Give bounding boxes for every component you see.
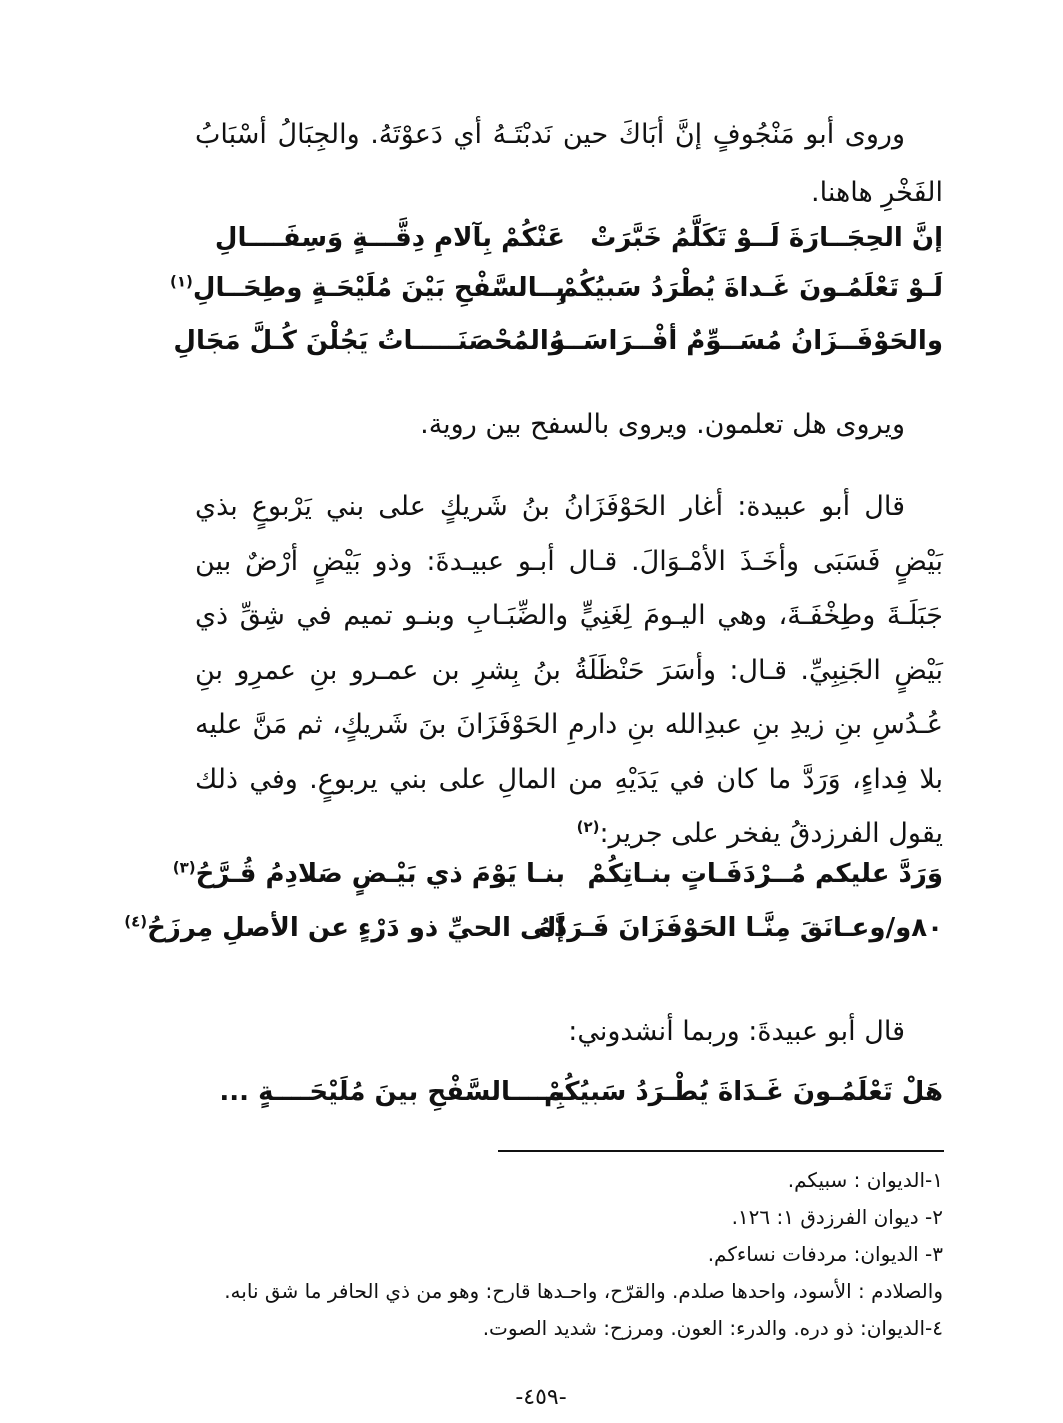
footnote-ref: (٣) [172, 858, 196, 877]
poem-verse-1 [195, 216, 943, 260]
paragraph-variant [195, 405, 943, 445]
footnote-3-gloss: والصلادم : الأسود، واحدها صلدم. والقرّح، واحـدها قارح: وهو من ذي الحافر ما شق نابه. [224, 1279, 943, 1303]
paragraph-intro [195, 106, 943, 222]
poem-verse-6 [195, 1070, 943, 1114]
verse-first-hemistich: لَـوْ تَعْلَمُـونَ غَـداةَ يُطْرَدُ سَبيُكُمْ [559, 273, 943, 303]
poem-verse-2 [170, 266, 943, 310]
verse-second-hemistich [172, 852, 565, 896]
verse-second-text: بِــالسَّفْحِ بَيْنَ مُلَيْحَـةٍ وطِحَــالِ [192, 273, 565, 303]
verse-first-hemistich: وَرَدَّ عليكم مُــرْدَفَـاتٍ بنـاتِكُمْ [587, 859, 943, 889]
paragraph-narrative [195, 480, 943, 862]
footnote-ref: (١) [170, 272, 193, 291]
verse-first-hemistich: ٨٠و/وعـانَقَ مِنَّـا الحَوْفَزَانَ فَـرَدَّهُ [538, 913, 943, 943]
poem-verse-3 [173, 319, 943, 363]
footnote-4: ٤-الديوان: ذو دره. والدرء: العون. ومرزح: شديد الصوت. [482, 1316, 943, 1340]
paragraph-variant-text: ويروى هل تعلمون. ويروى بالسفح بين روية. [420, 409, 905, 440]
poem-verse-4 [172, 852, 943, 896]
paragraph-intro-text: وروى أبو مَنْجُوفٍ إنَّ أبَاكَ حين نَدبْتَـهُ أي دَعوْتَهُ. والجِبَالُ أسْبَابُ الفَخْرِ هاهنا. [195, 119, 943, 208]
verse-first-hemistich: والحَوْفَــزَانُ مُسَــوِّمٌ أفْــرَاسَــهُ [549, 326, 943, 356]
verse-second-hemistich: بِـــــالسَّفْحِ بينَ مُلَيْحَــــةٍ ... [219, 1077, 565, 1107]
footnote-ref: (٢) [576, 818, 600, 836]
verse-first-hemistich: هَلْ تَعْلَمُـونَ غَـدَاةَ يُطْـرَدُ سَبيُكُمْ [543, 1077, 943, 1107]
verse-first-hemistich: إنَّ الحِجَــارَةَ لَــوْ تَكَلَّمُ خَبَّرَتْ [590, 223, 943, 253]
footnote-1: ١-الديوان : سبيكم. [787, 1168, 943, 1192]
footnote-ref: (٤) [124, 912, 148, 931]
footnote-3: ٣- الديوان: مردفات نساءكم. [707, 1242, 943, 1266]
poem-verse-5 [124, 906, 943, 950]
footnotes [195, 1162, 943, 1347]
paragraph-narrative-text: قال أبو عبيدة: أغار الحَوْفَزَانُ بنُ شَريكٍ على بني يَرْبوعٍ بذي بَيْضٍ فَسَبَى وأخَـذَ الأمْـوَالَ. قـال أبـو عبيـدةَ: وذو بَيْضٍ أرْضٌ بين جَبَلَـةَ وطِخْفَـةَ، وهي اليـومَ لِغَنِيٍّ والضِّبَـابِ وبنـو تميم في شِقِّ ذي بَيْضٍ الجَنِبِيِّ. قـال: وأسَرَ حَنْظَلَةُ بنُ بِشرِ بن عمـرو بنِ عمرِو بنِ عُـدُسِ بنِ زيدِ بنِ عبدِالله بنِ دارمِ الحَوْفَزَانَ بنَ شَريكٍ، ثم مَنَّ عليه بلا فِداءٍ، وَرَدَّ ما كان في يَدَيْهِ من المالِ على بني يربوعٍ. وفي ذلك يقول الفرزدقُ يفخر على جرير: [195, 491, 943, 849]
verse-second-hemistich: عَنْكُمْ بِآلامِ دِقَّـــةٍ وَسِفَــــالِ [214, 223, 565, 253]
footnote-separator [498, 1150, 944, 1152]
paragraph-recitation-text: قال أبو عبيدةَ: وربما أنشدوني: [568, 1016, 905, 1047]
paragraph-recitation [195, 1012, 943, 1052]
verse-second-hemistich [124, 906, 565, 950]
page-number: -٤٥٩- [515, 1385, 567, 1410]
footnote-2: ٢- ديوان الفرزدق ١: ١٢٦. [731, 1205, 943, 1229]
verse-second-hemistich: والمُحْصَنَـــــاتُ يَجُلْنَ كُـلَّ مَجَالِ [173, 326, 565, 356]
verse-second-text: بنـا يَوْمَ ذي بَيْـضٍ صَلادِمُ قُـرَّحُ [195, 859, 565, 889]
verse-second-hemistich [170, 266, 565, 310]
verse-second-text: إلى الحيِّ ذو دَرْءٍ عن الأصلِ مِرزَحُ [147, 913, 565, 943]
